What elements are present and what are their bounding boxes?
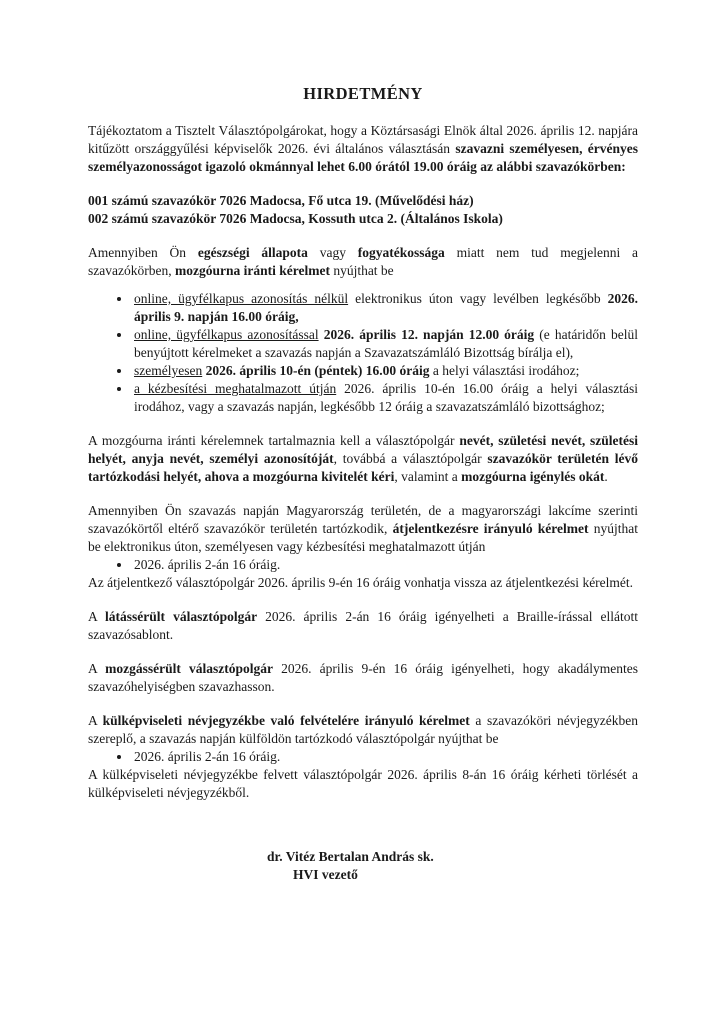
polling-station-002: 002 számú szavazókör 7026 Madocsa, Kossuth utca 2. (Általános Iskola) (88, 211, 503, 226)
signature-block (88, 848, 638, 884)
foreign-removal: A külképviseleti névjegyzékbe felvett választópolgár 2026. április 8-án 16 óráig kérheti törlését a külképviseleti névjegyzékből. (88, 767, 638, 800)
signatory-role: HVI vezető (293, 867, 358, 882)
intro-paragraph: Tájékoztatom a Tisztelt Választópolgárokat, hogy a Köztársasági Elnök által 2026. április 12. napjára kitűzött országgyűlési képviselők 2026. évi általános választásán szavazni személyesen, érvényes személyazonosságot igazoló okmánnyal lehet 6.00 órától 19.00 óráig az alábbi szavazókörben: (88, 123, 638, 174)
transfer-deadline-list (88, 556, 638, 574)
document-title: HIRDETMÉNY (303, 84, 423, 103)
transfer-intro: Amennyiben Ön szavazás napján Magyarország területén, de a magyarországi lakcíme szerinti szavazókörtől eltérő szavazókör területén tartózkodik, átjelentkezésre irányuló kérelmet nyújthat be elektronikus úton, személyesen vagy kézbesítési meghatalmazott útján (88, 503, 638, 554)
mobile-ballot-intro: Amennyiben Ön egészségi állapota vagy fogyatékossága miatt nem tud megjelenni a szavazókörben, mozgóurna iránti kérelmet nyújthat be (88, 245, 639, 278)
mobile-ballot-options (88, 290, 638, 416)
braille-paragraph: A látássérült választópolgár 2026. április 2-án 16 óráig igényelheti a Braille-írással ellátott szavazósablont. (88, 609, 638, 642)
bullet-online-with-auth: • online, ügyfélkapus azonosítással 2026. április 12. napján 12.00 óráig (e határidőn belül benyújtott kérelmeket a szavazás napján a Szavazatszámláló Bizottság bírálja el), (132, 326, 638, 362)
bullet-online-no-auth: • online, ügyfélkapus azonosítás nélkül elektronikus úton vagy levélben legkésőbb 2026. április 9. napján 16.00 óráig, (132, 290, 638, 326)
transfer-deadline: • 2026. április 2-án 16 óráig. (132, 556, 638, 574)
bullet-by-proxy: • a kézbesítési meghatalmazott útján 2026. április 10-én 16.00 óráig a helyi választási irodához, vagy a szavazás napján, legkésőbb 12 óráig a szavazatszámláló bizottsághoz; (132, 380, 638, 416)
polling-station-001: 001 számú szavazókör 7026 Madocsa, Fő utca 19. (Művelődési ház) (88, 193, 474, 208)
foreign-register-intro: A külképviseleti névjegyzékbe való felvételére irányuló kérelmet a szavazóköri névjegyzékben szereplő, a szavazás napján külföldön tartózkodó választópolgár nyújthat be (88, 713, 638, 746)
mobile-ballot-content: A mozgóurna iránti kérelemnek tartalmaznia kell a választópolgár nevét, születési nevét, születési helyét, anyja nevét, személyi azonosítóját, továbbá a választópolgár szavazókör területén lévő tartózkodási helyét, ahova a mozgóurna kivitelét kéri, valamint a mozgóurna igénylés okát. (88, 433, 639, 484)
transfer-withdraw: Az átjelentkező választópolgár 2026. április 9-én 16 óráig vonhatja vissza az átjelentkezési kérelmét. (88, 575, 634, 590)
foreign-deadline: • 2026. április 2-án 16 óráig. (132, 748, 638, 766)
polling-station-list (88, 192, 638, 228)
bullet-in-person: • személyesen 2026. április 10-én (péntek) 16.00 óráig a helyi választási irodához; (132, 362, 638, 380)
accessible-paragraph: A mozgássérült választópolgár 2026. április 9-én 16 óráig igényelheti, hogy akadálymentes szavazóhelyiségben szavazhasson. (88, 661, 638, 694)
signatory-name: dr. Vitéz Bertalan András sk. (267, 849, 434, 864)
foreign-deadline-list (88, 748, 638, 766)
